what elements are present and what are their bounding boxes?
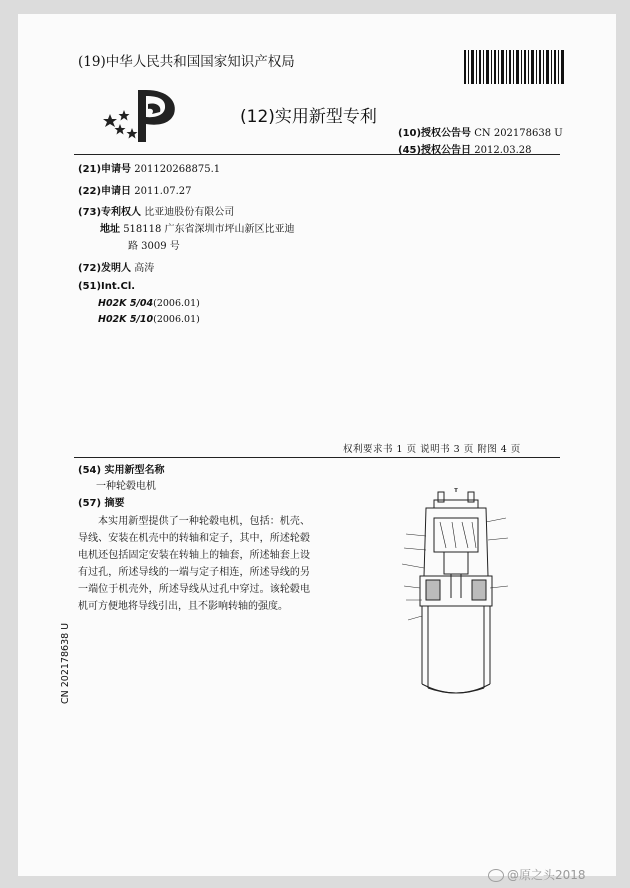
inventor-value: 高涛 (134, 263, 155, 274)
classification-year: (2006.01) (153, 314, 200, 325)
int-cl-label: (51)Int.Cl. (78, 281, 136, 292)
inventor (78, 259, 154, 274)
utility-model-title-label: (54) 实用新型名称 (78, 465, 165, 476)
publication-date-value: 2012.03.28 (474, 145, 532, 156)
patentee (78, 203, 234, 218)
classification-code: H02K 5/10 (98, 314, 154, 325)
utility-model-title: 一种轮毂电机 (96, 481, 156, 492)
patent-page (18, 14, 616, 882)
motor-drawing-figure (396, 488, 516, 698)
application-number (78, 160, 220, 175)
office-name: (19)中华人民共和国国家知识产权局 (78, 54, 295, 70)
application-number-value: 201120268875.1 (134, 164, 221, 175)
header-divider (74, 154, 560, 155)
watermark-text: @原之头2018 (507, 868, 586, 882)
publication-number (398, 124, 563, 139)
patent-office-logo-icon (98, 84, 188, 146)
address-line-1: 518118 广东省深圳市坪山新区比亚迪 (123, 224, 295, 235)
publication-number-value: CN 202178638 U (474, 128, 563, 139)
classification-1 (98, 298, 200, 309)
int-cl (78, 281, 135, 292)
publication-number-label: (10)授权公告号 (398, 128, 472, 139)
watermark (488, 866, 586, 883)
page-counts: 权利要求书 1 页 说明书 3 页 附图 4 页 (343, 444, 521, 455)
address-line-2: 路 3009 号 (128, 241, 180, 252)
side-publication-code: CN 202178638 U (60, 622, 71, 704)
classification-code: H02K 5/04 (98, 298, 154, 309)
weibo-icon (488, 869, 504, 882)
classification-2 (98, 314, 200, 325)
inventor-label: (72)发明人 (78, 263, 132, 274)
abstract-text: 本实用新型提供了一种轮毂电机，包括：机壳、导线、安装在机壳中的转轴和定子，其中，所述轮毂电机还包括固定安装在转轴上的轴套，所述轴套上设有过孔，所述导线的一端与定子相连，所述导线的另一端位于机壳外，所述导线从过孔中穿过。该轮毂电机可方便地将导线引出，且不影响转轴的强度。 (78, 516, 310, 612)
application-number-label: (21)申请号 (78, 164, 132, 175)
filing-date-label: (22)申请日 (78, 186, 132, 197)
document-type-title: (12)实用新型专利 (240, 107, 377, 127)
patentee-value: 比亚迪股份有限公司 (144, 207, 235, 218)
classification-year: (2006.01) (153, 298, 200, 309)
address (100, 220, 295, 235)
publication-date-label: (45)授权公告日 (398, 145, 472, 156)
filing-date (78, 182, 192, 197)
abstract-label: (57) 摘要 (78, 498, 125, 509)
address-label: 地址 (100, 224, 120, 235)
section-divider (74, 457, 560, 458)
barcode-icon (464, 50, 564, 94)
filing-date-value: 2011.07.27 (134, 186, 192, 197)
patentee-label: (73)专利权人 (78, 207, 142, 218)
